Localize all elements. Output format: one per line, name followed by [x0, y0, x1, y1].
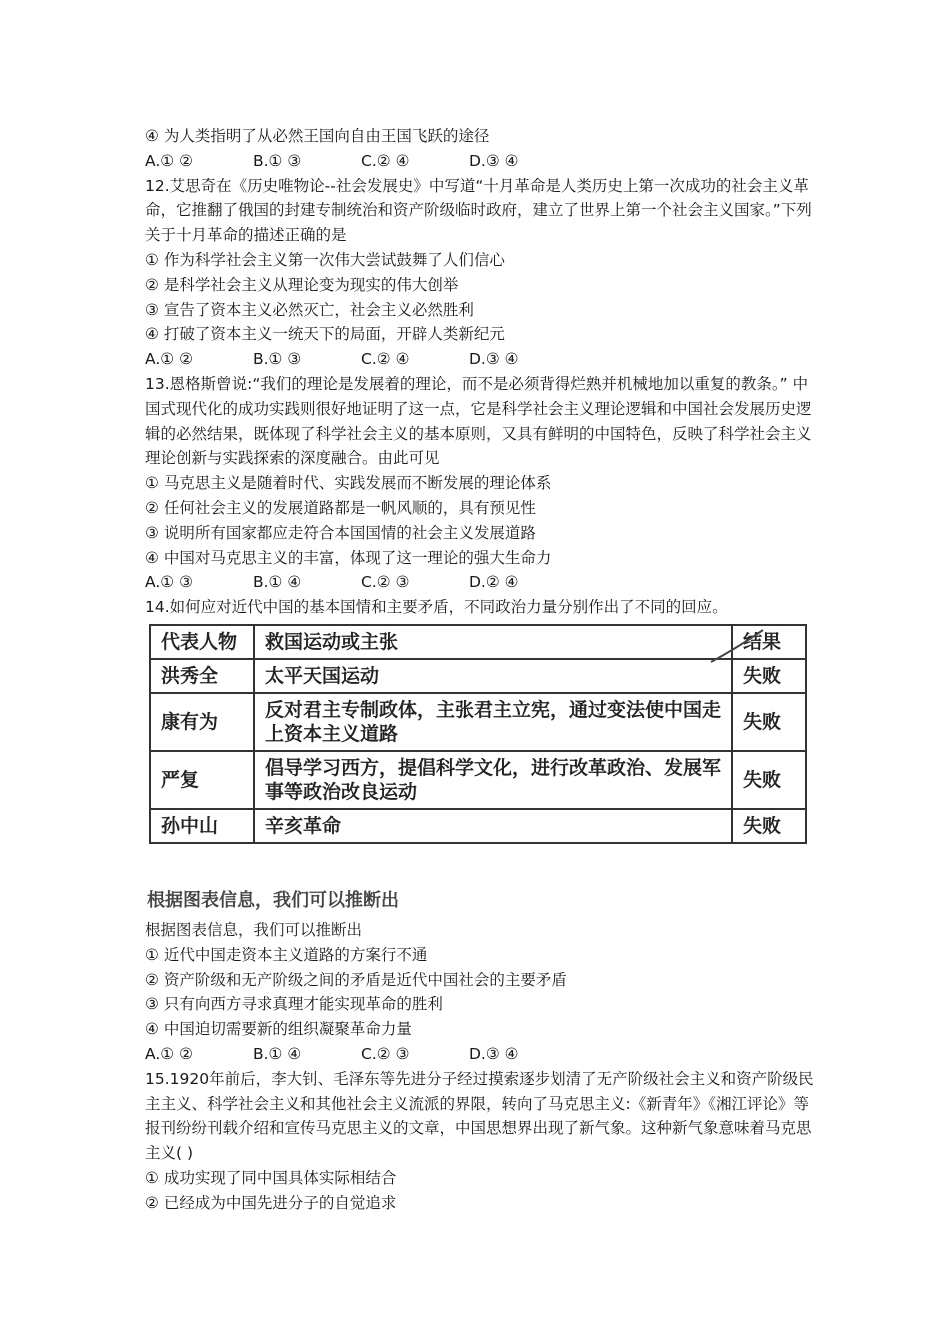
table-cell: 辛亥革命 [254, 809, 732, 843]
q13-item-2: ② 任何社会主义的发展道路都是一帆风顺的，具有预见性 [145, 498, 536, 517]
question-14-stem: 14.如何应对近代中国的基本国情和主要矛盾，不同政治力量分别作出了不同的回应。 [145, 598, 728, 617]
question-13-stem: 13.恩格斯曾说:“我们的理论是发展着的理论，而不是必须背得烂熟并机械地加以重复的教条。” 中国式现代化的成功实践则很好地证明了这一点，它是科学社会主义理论逻辑和中国社会发展历史逻辑的必然结果，既体现了科学社会主义的基本原则，又具有鲜明的中国特色，反映了科学社会主义理论创新与实践探索的深度融合。由此可见 [145, 374, 812, 468]
option-d: D.③ ④ [469, 1044, 519, 1063]
option-d: D.② ④ [469, 573, 519, 592]
table-cell: 反对君主专制政体，主张君主立宪，通过变法使中国走上资本主义道路 [254, 693, 732, 751]
q13-options [145, 570, 815, 595]
table-cell: 失败 [732, 693, 806, 751]
table-cell: 洪秀全 [150, 659, 254, 693]
question-15-stem: 15.1920年前后，李大钊、毛泽东等先进分子经过摸索逐步划清了无产阶级社会主义和资产阶级民主主义、科学社会主义和其他社会主义流派的界限，转向了马克思主义:《新青年》《湘江评论》等报刊纷纷刊载介绍和宣传马克思主义的文章，中国思想界出现了新气象。这种新气象意味着马克思主义( ) [145, 1069, 814, 1163]
table-cell: 失败 [732, 659, 806, 693]
q13-item-4: ④ 中国对马克思主义的丰富，体现了这一理论的强大生命力 [145, 548, 552, 567]
option-a: A.① ③ [145, 573, 193, 592]
q14-item-3: ③ 只有向西方寻求真理才能实现革命的胜利 [145, 995, 443, 1014]
answer-options [145, 149, 815, 174]
option-a: A.① ② [145, 151, 193, 170]
option-c: C.② ④ [361, 350, 410, 369]
table-cell: 孙中山 [150, 809, 254, 843]
q13-item-3: ③ 说明所有国家都应走符合本国国情的社会主义发展道路 [145, 523, 536, 542]
q14-item-4: ④ 中国迫切需要新的组织凝聚革命力量 [145, 1020, 412, 1039]
option-b: B.① ③ [253, 350, 302, 369]
q14-lead: 根据图表信息，我们可以推断出 [145, 920, 363, 939]
option-d: D.③ ④ [469, 151, 519, 170]
header-cell: 救国运动或主张 [254, 625, 732, 659]
option-c: C.② ④ [361, 151, 410, 170]
table-cell: 失败 [732, 809, 806, 843]
q14-item-2: ② 资产阶级和无产阶级之间的矛盾是近代中国社会的主要矛盾 [145, 970, 567, 989]
table-cell: 倡导学习西方，提倡科学文化，进行改革政治、发展军事等政治改良运动 [254, 751, 732, 809]
q12-item-2: ② 是科学社会主义从理论变为现实的伟大创举 [145, 275, 459, 294]
option-a: A.① ② [145, 350, 193, 369]
document-page [145, 124, 815, 1216]
table-cell: 康有为 [150, 693, 254, 751]
table-cell: 失败 [732, 751, 806, 809]
item-line: ④ 为人类指明了从必然王国向自由王国飞跃的途径 [145, 127, 490, 145]
cropped-text-fragment: 根据图表信息，我们可以推断出 [147, 889, 399, 911]
table-row [150, 809, 806, 843]
option-b: B.① ③ [253, 151, 302, 170]
header-cell: 代表人物 [150, 625, 254, 659]
table-cell: 太平天国运动 [254, 659, 732, 693]
q15-item-1: ① 成功实现了同中国具体实际相结合 [145, 1168, 397, 1187]
q12-options [145, 347, 815, 372]
table-row [150, 693, 806, 751]
option-a: A.① ② [145, 1044, 193, 1063]
q12-item-3: ③ 宣告了资本主义必然灭亡，社会主义必然胜利 [145, 300, 474, 319]
q12-item-4: ④ 打破了资本主义一统天下的局面，开辟人类新纪元 [145, 325, 505, 344]
q12-item-1: ① 作为科学社会主义第一次伟大尝试鼓舞了人们信心 [145, 250, 505, 269]
option-b: B.① ④ [253, 573, 302, 592]
table-row [150, 751, 806, 809]
q15-item-2: ② 已经成为中国先进分子的自觉追求 [145, 1193, 397, 1212]
option-d: D.③ ④ [469, 350, 519, 369]
table-cell: 严复 [150, 751, 254, 809]
pen-stroke-mark [707, 626, 767, 666]
scanned-table-image [147, 624, 809, 911]
header-cell: 结果 [732, 625, 806, 659]
q14-options [145, 1042, 815, 1067]
option-b: B.① ④ [253, 1044, 302, 1063]
q13-item-1: ① 马克思主义是随着时代、实践发展而不断发展的理论体系 [145, 474, 552, 493]
q14-item-1: ① 近代中国走资本主义道路的方案行不通 [145, 945, 428, 964]
question-12-stem: 12.艾思奇在《历史唯物论--社会发展史》中写道“十月革命是人类历史上第一次成功的社会主义革命，它推翻了俄国的封建专制统治和资产阶级临时政府，建立了世界上第一个社会主义国家。”下列关于十月革命的描述正确的是 [145, 176, 812, 245]
option-c: C.② ③ [361, 573, 410, 592]
option-c: C.② ③ [361, 1044, 410, 1063]
